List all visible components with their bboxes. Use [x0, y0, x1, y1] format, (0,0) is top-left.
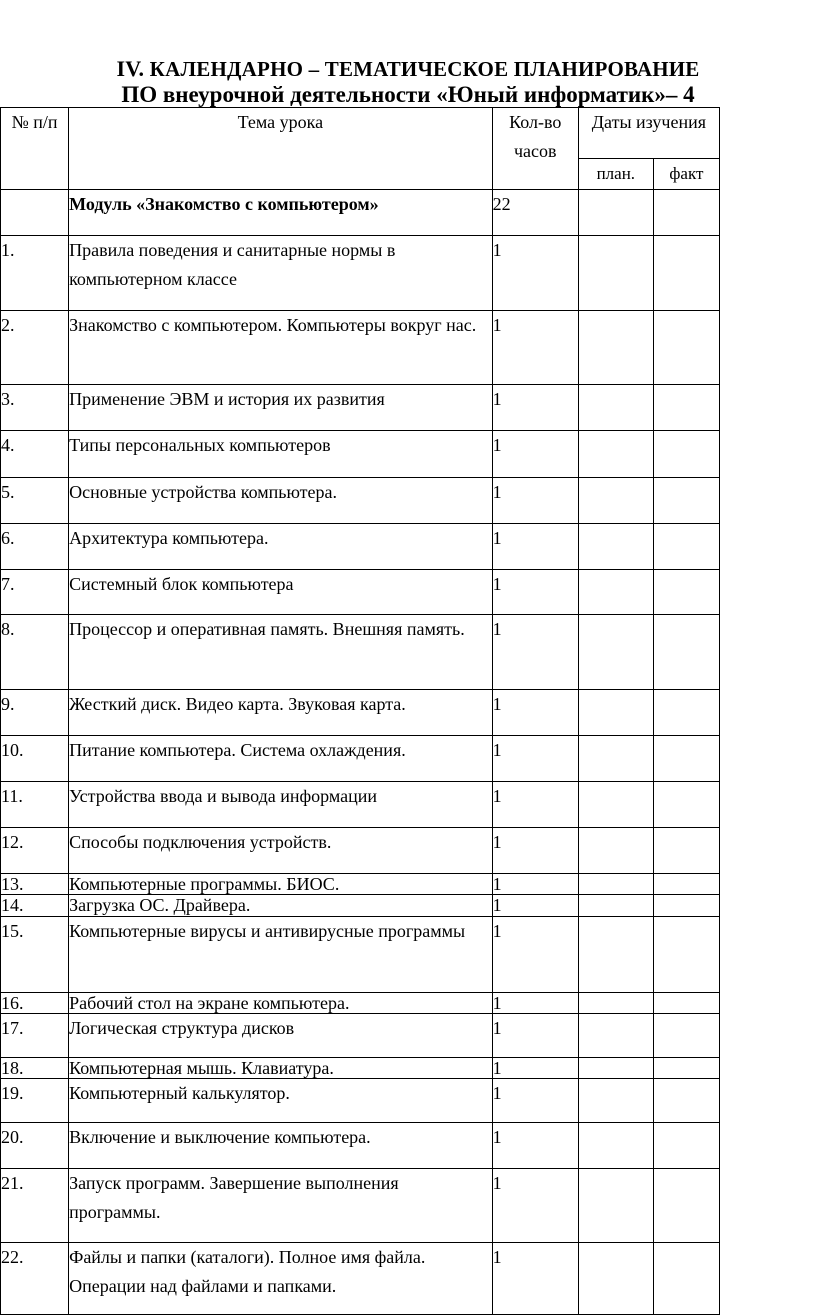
lesson-plan-date [578, 524, 653, 570]
lesson-topic: Основные устройства компьютера. [69, 478, 493, 524]
lesson-topic: Способы подключения устройств. [69, 828, 493, 874]
lesson-plan-date [578, 1123, 653, 1169]
lesson-topic: Типы персональных компьютеров [69, 431, 493, 478]
lesson-hours: 1 [492, 478, 578, 524]
lesson-fact-date [653, 1123, 719, 1169]
lesson-row [1, 1079, 720, 1123]
document-title-line1 [0, 56, 816, 82]
lesson-number: 21. [1, 1169, 69, 1243]
module-title: Модуль «Знакомство с компьютером» [69, 190, 493, 236]
lesson-fact-date [653, 1058, 719, 1079]
lesson-fact-date [653, 736, 719, 782]
lesson-topic: Файлы и папки (каталоги). Полное имя файла. Операции над файлами и папками. [69, 1243, 493, 1315]
lesson-topic: Применение ЭВМ и история их развития [69, 385, 493, 431]
lesson-hours: 1 [492, 570, 578, 615]
lesson-plan-date [578, 895, 653, 917]
module-num-cell [1, 190, 69, 236]
lesson-topic: Компьютерная мышь. Клавиатура. [69, 1058, 493, 1079]
lesson-number: 19. [1, 1079, 69, 1123]
lesson-row [1, 1014, 720, 1058]
lesson-plan-date [578, 690, 653, 736]
lesson-hours: 1 [492, 828, 578, 874]
header-hours: Кол-во часов [492, 108, 578, 190]
lesson-topic: Загрузка ОС. Драйвера. [69, 895, 493, 917]
lesson-topic: Жесткий диск. Видео карта. Звуковая карта. [69, 690, 493, 736]
header-topic: Тема урока [69, 108, 493, 190]
lesson-number: 2. [1, 311, 69, 385]
lesson-row [1, 917, 720, 993]
section-title: КАЛЕНДАРНО – ТЕМАТИЧЕСКОЕ ПЛАНИРОВАНИЕ [149, 57, 700, 81]
lesson-number: 13. [1, 874, 69, 895]
lesson-plan-table [0, 107, 720, 1315]
header-row [1, 108, 720, 159]
lesson-hours: 1 [492, 615, 578, 690]
lesson-row [1, 236, 720, 311]
module-plan-cell [578, 190, 653, 236]
lesson-hours: 1 [492, 993, 578, 1014]
lesson-fact-date [653, 431, 719, 478]
lesson-plan-date [578, 570, 653, 615]
lesson-fact-date [653, 1169, 719, 1243]
lesson-fact-date [653, 478, 719, 524]
lesson-hours: 1 [492, 736, 578, 782]
lesson-hours: 1 [492, 874, 578, 895]
lesson-hours: 1 [492, 917, 578, 993]
lesson-fact-date [653, 1243, 719, 1315]
lesson-plan-date [578, 1058, 653, 1079]
lesson-topic: Устройства ввода и вывода информации [69, 782, 493, 828]
lesson-row [1, 431, 720, 478]
lesson-number: 5. [1, 478, 69, 524]
lesson-row [1, 828, 720, 874]
lesson-topic: Компьютерные программы. БИОС. [69, 874, 493, 895]
lesson-topic: Логическая структура дисков [69, 1014, 493, 1058]
lesson-plan-date [578, 236, 653, 311]
module-fact-cell [653, 190, 719, 236]
lesson-row [1, 1243, 720, 1315]
lesson-plan-date [578, 1014, 653, 1058]
lesson-number: 9. [1, 690, 69, 736]
lesson-hours: 1 [492, 1123, 578, 1169]
lesson-hours: 1 [492, 385, 578, 431]
lesson-plan-date [578, 478, 653, 524]
lesson-number: 7. [1, 570, 69, 615]
lesson-hours: 1 [492, 1243, 578, 1315]
lesson-hours: 1 [492, 311, 578, 385]
lesson-row [1, 1169, 720, 1243]
lesson-fact-date [653, 1079, 719, 1123]
lesson-row [1, 993, 720, 1014]
lesson-hours: 1 [492, 1169, 578, 1243]
lesson-fact-date [653, 615, 719, 690]
lesson-number: 10. [1, 736, 69, 782]
lesson-row [1, 615, 720, 690]
lesson-number: 16. [1, 993, 69, 1014]
lesson-number: 18. [1, 1058, 69, 1079]
lesson-hours: 1 [492, 1014, 578, 1058]
lesson-row [1, 570, 720, 615]
lesson-number: 4. [1, 431, 69, 478]
lesson-hours: 1 [492, 1058, 578, 1079]
header-fact: факт [653, 159, 719, 190]
lesson-number: 17. [1, 1014, 69, 1058]
lesson-fact-date [653, 874, 719, 895]
lesson-plan-date [578, 385, 653, 431]
lesson-row [1, 874, 720, 895]
lesson-plan-date [578, 1079, 653, 1123]
lesson-fact-date [653, 895, 719, 917]
lesson-fact-date [653, 570, 719, 615]
lesson-number: 14. [1, 895, 69, 917]
lesson-topic: Запуск программ. Завершение выполнения программы. [69, 1169, 493, 1243]
lesson-row [1, 782, 720, 828]
lesson-number: 8. [1, 615, 69, 690]
lesson-row [1, 524, 720, 570]
lesson-fact-date [653, 993, 719, 1014]
lesson-topic: Компьютерный калькулятор. [69, 1079, 493, 1123]
lesson-number: 1. [1, 236, 69, 311]
module-hours: 22 [492, 190, 578, 236]
lesson-fact-date [653, 236, 719, 311]
lesson-topic: Правила поведения и санитарные нормы в компьютерном классе [69, 236, 493, 311]
lesson-row [1, 311, 720, 385]
lesson-topic: Рабочий стол на экране компьютера. [69, 993, 493, 1014]
lesson-row [1, 1058, 720, 1079]
lesson-number: 3. [1, 385, 69, 431]
lesson-row [1, 385, 720, 431]
lesson-plan-date [578, 431, 653, 478]
lesson-fact-date [653, 385, 719, 431]
lesson-fact-date [653, 828, 719, 874]
lesson-plan-date [578, 1243, 653, 1315]
lesson-fact-date [653, 311, 719, 385]
lesson-topic: Знакомство с компьютером. Компьютеры вокруг нас. [69, 311, 493, 385]
lesson-fact-date [653, 1014, 719, 1058]
lesson-fact-date [653, 917, 719, 993]
lesson-number: 20. [1, 1123, 69, 1169]
document-title-line2: ПО внеурочной деятельности «Юный информатик»– 4 [121, 82, 695, 107]
lesson-number: 15. [1, 917, 69, 993]
lesson-hours: 1 [492, 690, 578, 736]
lesson-plan-date [578, 782, 653, 828]
lesson-number: 22. [1, 1243, 69, 1315]
lesson-row [1, 895, 720, 917]
lesson-hours: 1 [492, 895, 578, 917]
lesson-row [1, 736, 720, 782]
lesson-fact-date [653, 782, 719, 828]
module-row [1, 190, 720, 236]
section-number: IV. [116, 56, 145, 81]
lesson-row [1, 1123, 720, 1169]
lesson-number: 12. [1, 828, 69, 874]
lesson-hours: 1 [492, 524, 578, 570]
lesson-plan-date [578, 615, 653, 690]
lesson-plan-date [578, 736, 653, 782]
lesson-topic: Компьютерные вирусы и антивирусные программы [69, 917, 493, 993]
lesson-topic: Процессор и оперативная память. Внешняя память. [69, 615, 493, 690]
lesson-hours: 1 [492, 431, 578, 478]
lesson-number: 6. [1, 524, 69, 570]
lesson-number: 11. [1, 782, 69, 828]
lesson-hours: 1 [492, 782, 578, 828]
lesson-row [1, 690, 720, 736]
lesson-hours: 1 [492, 236, 578, 311]
lesson-topic: Включение и выключение компьютера. [69, 1123, 493, 1169]
header-dates: Даты изучения [578, 108, 719, 159]
lesson-plan-date [578, 311, 653, 385]
lesson-fact-date [653, 524, 719, 570]
lesson-plan-date [578, 917, 653, 993]
lesson-hours: 1 [492, 1079, 578, 1123]
lesson-plan-date [578, 874, 653, 895]
lesson-row [1, 478, 720, 524]
lesson-plan-date [578, 828, 653, 874]
lesson-topic: Системный блок компьютера [69, 570, 493, 615]
lesson-fact-date [653, 690, 719, 736]
lesson-topic: Архитектура компьютера. [69, 524, 493, 570]
header-num: № п/п [1, 108, 69, 190]
lesson-plan-date [578, 1169, 653, 1243]
lesson-topic: Питание компьютера. Система охлаждения. [69, 736, 493, 782]
header-plan: план. [578, 159, 653, 190]
lesson-plan-date [578, 993, 653, 1014]
